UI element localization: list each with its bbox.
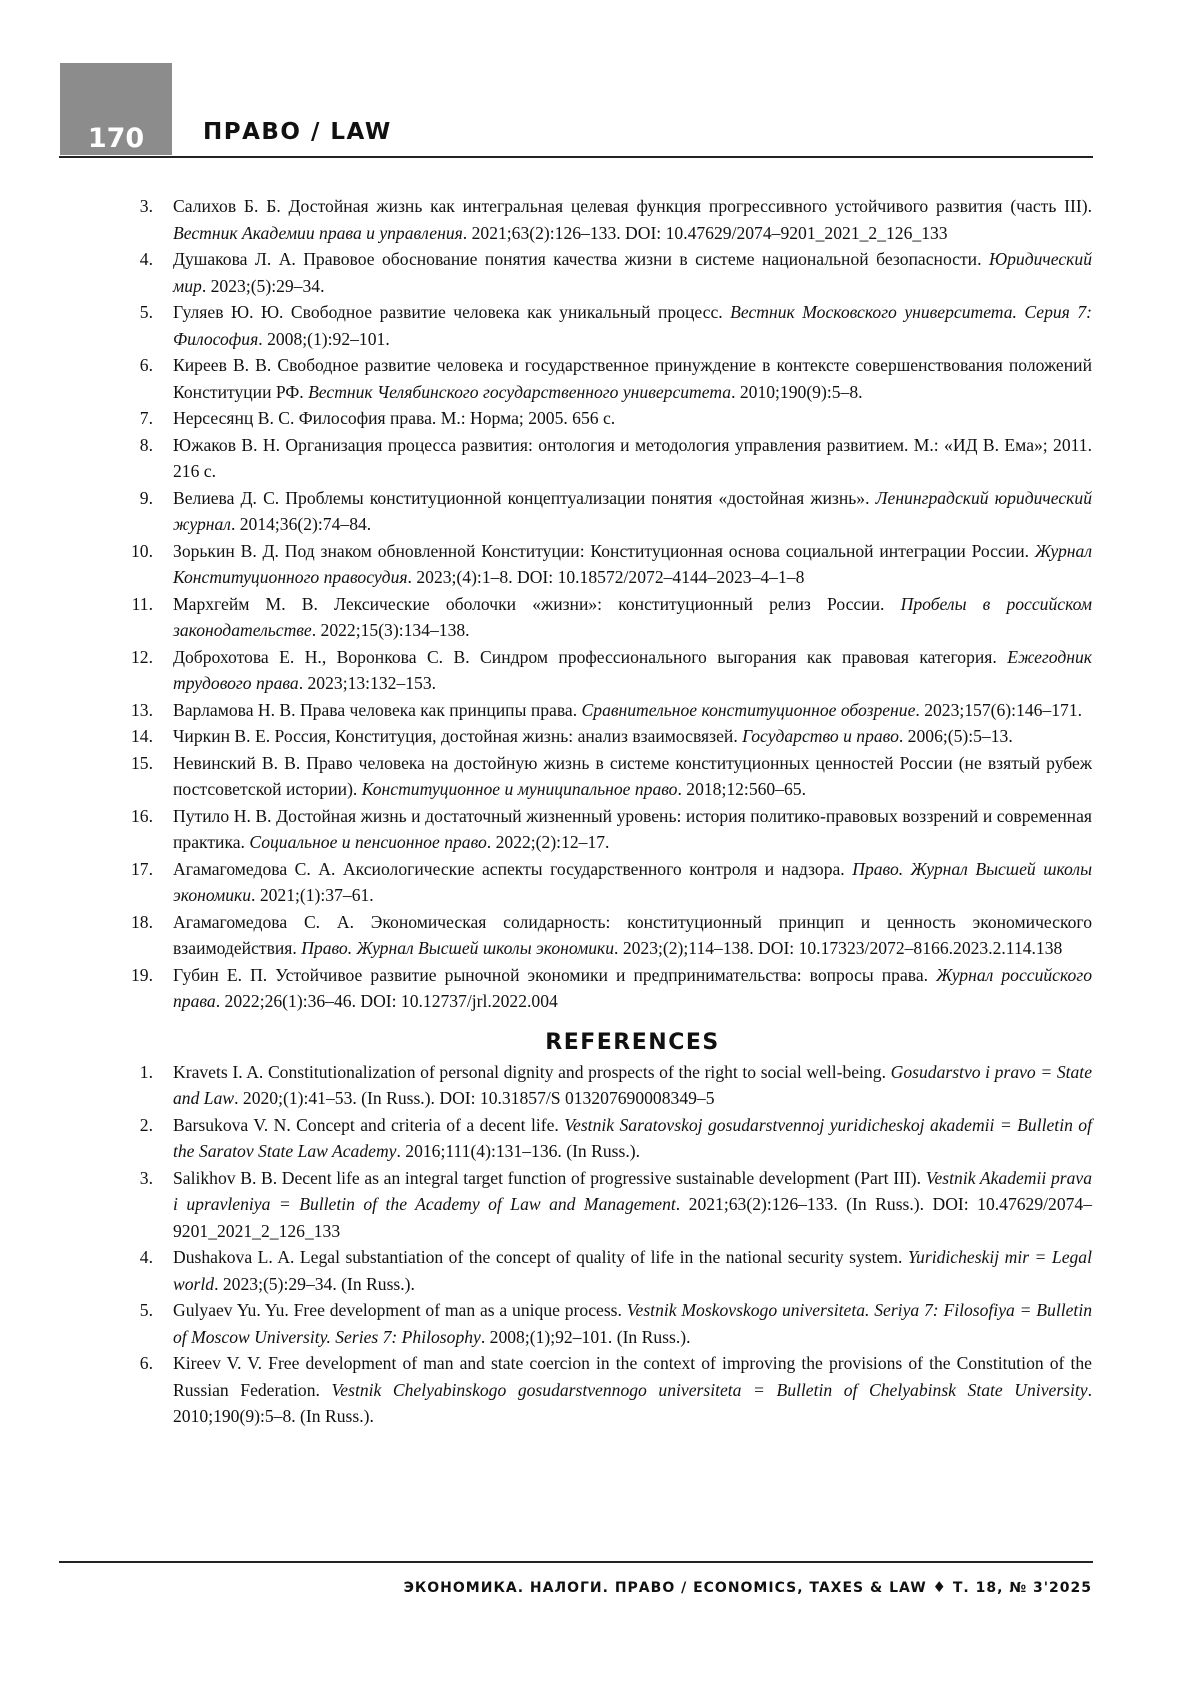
reference-item [117,246,1092,299]
reference-source: Право. Журнал Высшей школы экономики [173,858,1093,905]
reference-number: 4. [139,1247,153,1267]
reference-number: 1. [139,1061,153,1082]
reference-item [117,591,1092,644]
reference-number: 2. [139,1114,153,1135]
reference-item [117,193,1092,246]
reference-number: 8. [139,434,153,455]
reference-source: Юридический мир [173,249,1092,296]
reference-text: Душакова Л. А. Правовое обоснование понятия качества жизни в системе национальной безопасности. [173,249,989,269]
reference-source: Yuridicheskij mir = Legal world [173,1247,1092,1294]
reference-item [117,1244,1092,1297]
reference-item [117,1112,1092,1165]
reference-details: . 2018;12:560–65. [677,779,807,799]
reference-source: Пробелы в российском законодательстве [173,593,1092,640]
reference-number: 5. [139,1300,153,1320]
reference-text: Чиркин В. Е. Россия, Конституция, достойная жизнь: анализ взаимосвязей. [173,726,743,746]
header-rule [59,156,1093,158]
reference-details: . 2008;(1);92–101. (In Russ.). [480,1326,691,1347]
reference-text: Путило Н. В. Достойная жизнь и достаточный жизненный уровень: история политико-правовых воззрений и современная практика. [173,805,1092,852]
reference-item [117,432,1092,485]
reference-details: . 2006;(5):5–13. [898,726,1013,746]
reference-text: Barsukova V. N. Concept and criteria of a decent life. [173,1114,565,1135]
reference-item [117,803,1092,856]
reference-source: Социальное и пенсионное право [249,832,487,852]
reference-details: . 2010;190(9):5–8. [731,381,863,402]
reference-text: Dushakova L. A. Legal substantiation of the concept of quality of life in the national security system. [173,1247,908,1267]
footer-issue: Т. 18, № 3'2025 [952,1580,1092,1596]
reference-item [117,352,1092,405]
reference-number: 13. [131,699,153,720]
reference-number: 19. [131,964,153,985]
reference-source: Vestnik Chelyabinskogo gosudarstvennogo universiteta = Bulletin of Chelyabinsk State University [331,1379,1088,1400]
reference-source: Vestnik Moskovskogo universiteta. Seriya 7: Filosofiya = Bulletin of Moscow University. Series 7: Philosophy [173,1300,1093,1347]
reference-details: . 2023;(2);114–138. DOI: 10.17323/2072–8166.2023.2.114.138 [614,938,1063,958]
reference-text: Невинский В. В. Право человека на достойную жизнь в системе конституционных ценностей России (не взятый рубеж постсоветской истории). [173,752,1092,799]
reference-source: Журнал российского права [173,964,1092,1011]
reference-number: 3. [139,196,153,216]
reference-source: Vestnik Akademii prava i upravleniya = Bulletin of the Academy of Law and Management [173,1167,1092,1214]
reference-details: . 2008;(1):92–101. [258,328,390,349]
reference-item [117,1059,1092,1112]
reference-source: Сравнительное конституционное обозрение [581,699,916,720]
reference-source: Gosudarstvo i pravo = State and Law [173,1061,1093,1108]
references-russian [117,193,1092,1015]
reference-number: 17. [131,858,153,879]
reference-number: 6. [139,355,153,375]
reference-item [117,750,1092,803]
reference-item [117,697,1092,724]
references-english [117,1059,1092,1430]
references-heading: REFERENCES [545,1029,720,1055]
reference-details: . 2016;111(4):131–136. (In Russ.). [396,1141,641,1161]
reference-item [117,538,1092,591]
reference-item [117,962,1092,1015]
reference-source: Ленинградский юридический журнал [173,487,1092,534]
reference-details: . 2023;13:132–153. [298,673,437,693]
reference-number: 7. [139,408,153,428]
reference-details: . 2010;190(9):5–8. (In Russ.). [173,1379,1092,1426]
reference-list-container [117,193,1092,1430]
reference-item [117,1297,1092,1350]
reference-item [117,644,1092,697]
reference-number: 4. [139,249,153,269]
reference-source: Конституционное и муниципальное право [361,779,678,799]
reference-number: 16. [131,805,153,826]
reference-details: . 2023;(4):1–8. DOI: 10.18572/2072–4144–2023–4–1–8 [407,567,805,587]
reference-text: Kravets I. A. Constitutionalization of personal dignity and prospects of the right to social well-being. [173,1061,891,1082]
reference-details: . 2022;26(1):36–46. DOI: 10.12737/jrl.2022.004 [215,991,558,1011]
reference-number: 3. [139,1167,153,1188]
reference-item [117,1350,1092,1430]
reference-text: Киреев В. В. Свободное развитие человека и государственное принуждение в контексте совершенствования положений Конституции РФ. [173,355,1092,402]
section-title: ПРАВО / LAW [203,119,392,145]
reference-text: Доброхотова Е. Н., Воронкова С. В. Синдром профессионального выгорания как правовая категория. [173,646,1008,667]
reference-source: Журнал Конституционного правосудия [173,540,1092,587]
reference-item [117,1165,1092,1245]
reference-text: Агамагомедова С. А. Экономическая солидарность: конституционный принцип и ценность экономического взаимодействия. [173,911,1092,958]
reference-source: Vestnik Saratovskoj gosudarstvennoj yuridicheskoj akademii = Bulletin of the Saratov State Law Academy [173,1114,1092,1161]
reference-text: Салихов Б. Б. Достойная жизнь как интегральная целевая функция прогрессивного устойчивого развития (часть III). [173,196,1092,216]
reference-text: Salikhov B. B. Decent life as an integral target function of progressive sustainable development (Part III). [173,1167,926,1188]
reference-details: . 2022;(2):12–17. [486,832,610,852]
reference-source: Вестник Московского университета. Серия 7: Философия [173,302,1092,349]
reference-text: Зорькин В. Д. Под знаком обновленной Конституции: Конституционная основа социальной интеграции России. [173,540,1035,561]
reference-number: 10. [131,540,153,561]
reference-text: Варламова Н. В. Права человека как принципы права. [173,699,582,720]
reference-text: Велиева Д. С. Проблемы конституционной концептуализации понятия «достойная жизнь». [173,487,876,508]
reference-details: . 2021;(1):37–61. [251,885,374,905]
reference-number: 12. [131,646,153,667]
reference-text: Gulyaev Yu. Yu. Free development of man as a unique process. [173,1300,627,1320]
reference-details: . 2020;(1):41–53. (In Russ.). DOI: 10.31857/S 013207690008349–5 [234,1088,715,1108]
footer-rule [59,1561,1093,1563]
reference-text: Мархгейм М. В. Лексические оболочки «жизни»: конституционный релиз России. [173,593,901,614]
reference-item [117,299,1092,352]
reference-details: . 2021;63(2):126–133. (In Russ.). DOI: 10.47629/2074–9201_2021_2_126_133 [173,1194,1093,1241]
reference-number: 18. [131,911,153,932]
reference-details: . 2022;15(3):134–138. [311,620,470,640]
reference-text: Kireev V. V. Free development of man and state coercion in the context of improving the provisions of the Constitution of the Russian Federation. [173,1353,1092,1400]
reference-number: 15. [131,752,153,773]
reference-number: 9. [139,487,153,508]
reference-text: Агамагомедова С. А. Аксиологические аспекты государственного контроля и надзора. [173,858,853,879]
reference-source: Вестник Челябинского государственного университета [308,381,732,402]
reference-source: Ежегодник трудового права [173,646,1092,693]
reference-item [117,485,1092,538]
reference-text: Губин Е. П. Устойчивое развитие рыночной экономики и предпринимательства: вопросы права. [173,964,937,985]
reference-text: Нерсесянц В. С. Философия права. М.: Норма; 2005. 656 с. [173,408,616,428]
reference-details: . 2023;(5):29–34. (In Russ.). [214,1273,415,1294]
reference-item [117,856,1092,909]
reference-source: Вестник Академии права и управления [173,222,463,243]
reference-number: 5. [139,302,153,322]
reference-number: 11. [131,593,153,614]
reference-item [117,405,1092,432]
reference-details: . 2014;36(2):74–84. [230,514,372,534]
reference-source: Право. Журнал Высшей школы экономики [301,938,615,958]
page-number: 170 [60,63,172,155]
reference-text: Южаков В. Н. Организация процесса развития: онтология и методология управления развитием. М.: «ИД В. Ема»; 2011. 216 с. [173,434,1092,481]
reference-text: Гуляев Ю. Ю. Свободное развитие человека как уникальный процесс. [173,302,731,322]
reference-number: 6. [139,1353,153,1373]
reference-item [117,723,1092,750]
reference-number: 14. [131,726,153,746]
footer-journal-name: ЭКОНОМИКА. НАЛОГИ. ПРАВО / ECONOMICS, TAXES & LAW [403,1580,927,1596]
reference-details: . 2023;157(6):146–171. [915,699,1083,720]
reference-details: . 2021;63(2):126–133. DOI: 10.47629/2074–9201_2021_2_126_133 [462,222,948,243]
reference-item [117,909,1092,962]
reference-source: Государство и право [742,726,899,746]
diamond-icon: ♦ [932,1578,947,1596]
reference-details: . 2023;(5):29–34. [201,275,325,296]
journal-footer [404,1578,1092,1596]
